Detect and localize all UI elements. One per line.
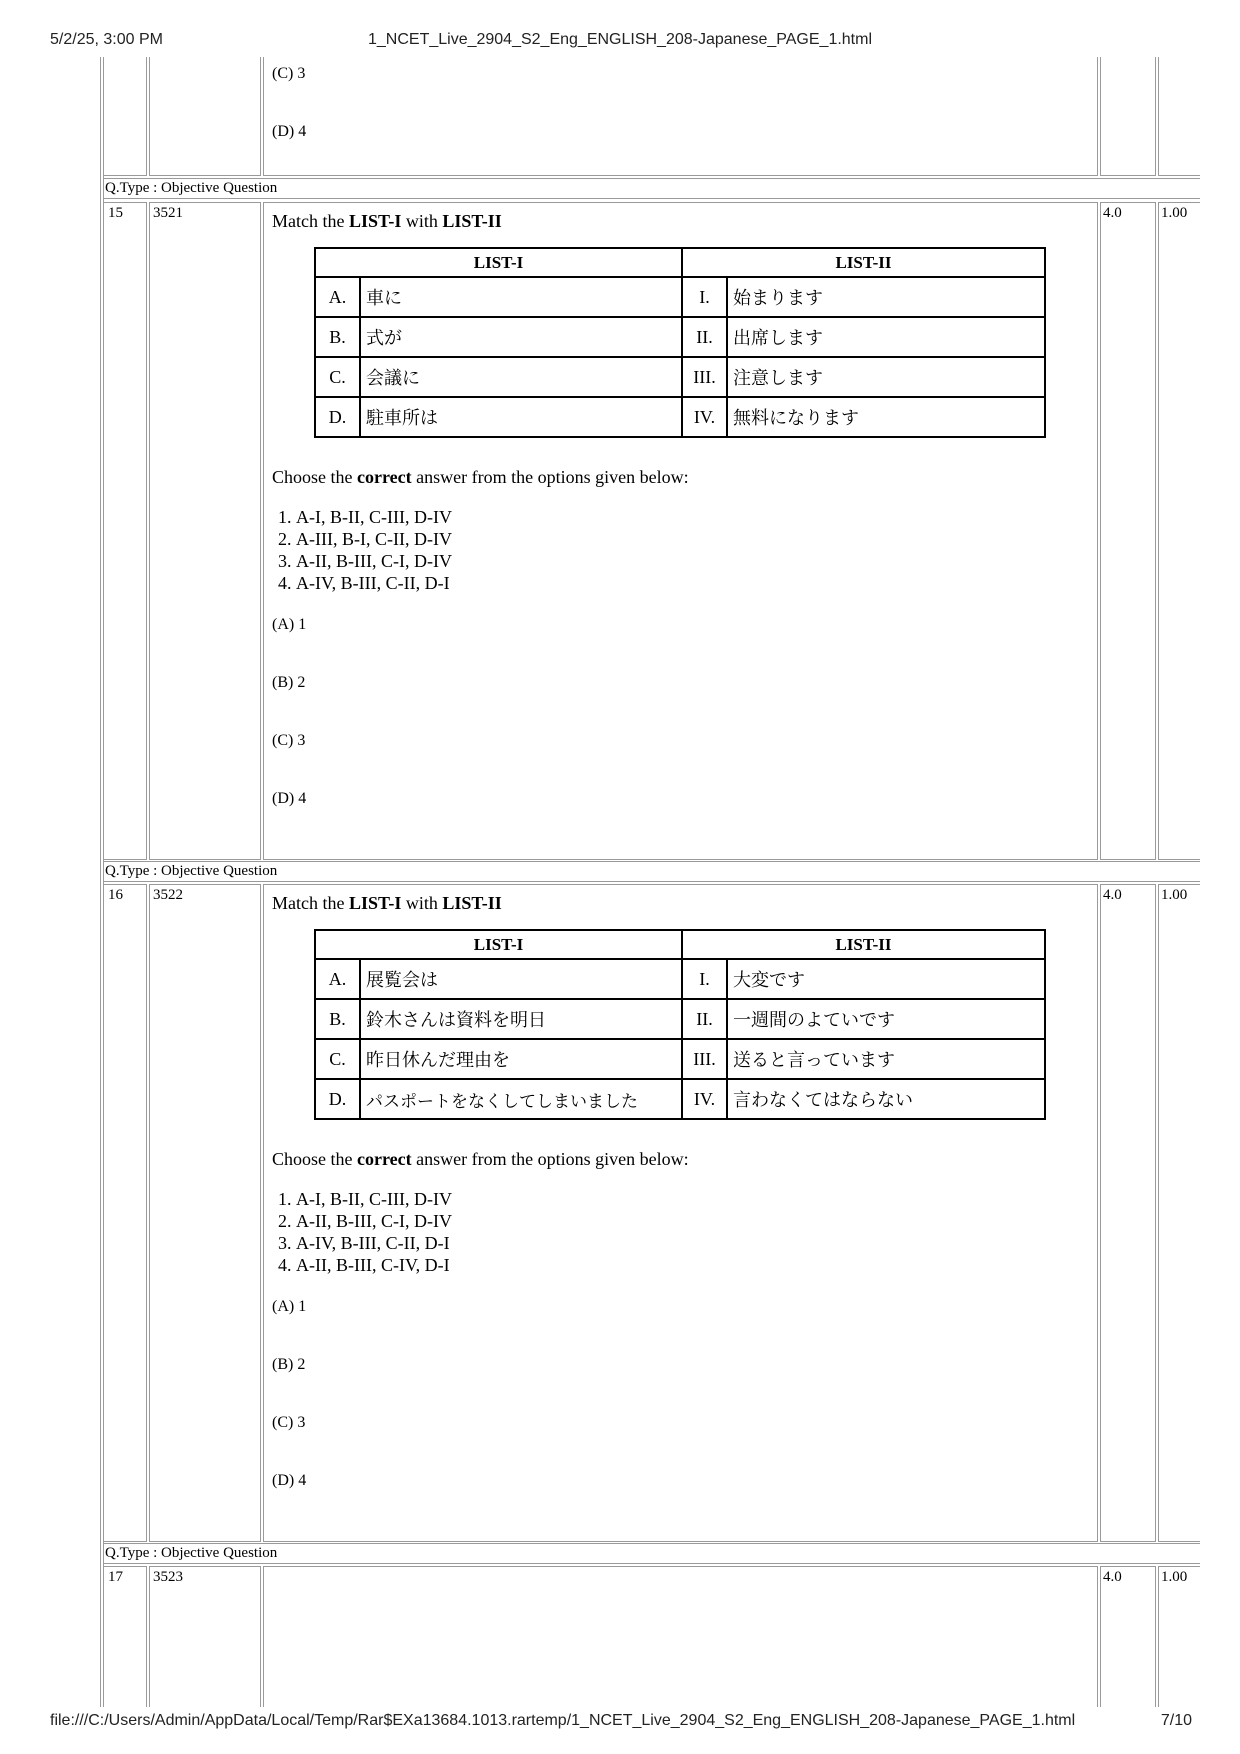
marks-cell [1100,884,1156,1542]
list1-item: 鈴木さんは資料を明日 [360,999,682,1039]
row-label-left: B. [315,999,360,1039]
qtype-label: Q.Type : Objective Question [103,178,1200,199]
list1-item: 展覧会は [360,959,682,999]
answer-combination: 2. A-II, B-III, C-I, D-IV [296,1210,452,1232]
choose-instruction [272,467,689,488]
list1-item: 車に [360,277,682,317]
answer-combination: 1. A-I, B-II, C-III, D-IV [296,506,452,528]
prompt-text: Match the [272,211,349,231]
match-table-row [315,1079,1045,1119]
option-b: (B) 2 [272,674,306,691]
list2-item: 始まります [727,277,1045,317]
print-page-number: 7/10 [1160,1712,1192,1729]
list1-heading: LIST-I [315,248,682,277]
prompt-list2: LIST-II [442,893,502,913]
list2-item: 一週間のよていです [727,999,1045,1039]
choose-instruction [272,1149,689,1170]
row-label-left: C. [315,357,360,397]
row-label-right: II. [682,999,727,1039]
match-table-row [315,1039,1045,1079]
qtype-label: Q.Type : Objective Question [103,861,1200,882]
row-label-left: C. [315,1039,360,1079]
list1-heading: LIST-I [315,930,682,959]
print-page-title: 1_NCET_Live_2904_S2_Eng_ENGLISH_208-Japanese_PAGE_1.html [367,31,873,48]
instruction-bold: correct [357,1149,412,1169]
instruction-text: Choose the [272,1149,357,1169]
answer-combination: 3. A-II, B-III, C-I, D-IV [296,550,452,572]
negative-marks-value: 1.00 [1161,887,1188,903]
row-label-right: IV. [682,397,727,437]
row-label-left: D. [315,1079,360,1119]
match-table-row [315,999,1045,1039]
option-c: (C) 3 [272,65,306,82]
answer-combinations [273,506,452,594]
question-number: 17 [108,1569,123,1585]
list1-item: 会議に [360,357,682,397]
row-label-left: D. [315,397,360,437]
option-a: (A) 1 [272,616,307,633]
instruction-text: answer from the options given below: [411,467,689,487]
list2-item: 言わなくてはならない [727,1079,1045,1119]
negative-marks-value: 1.00 [1161,1569,1188,1585]
match-table-header [315,248,1045,277]
qtype-label: Q.Type : Objective Question [103,1543,1200,1564]
list2-heading: LIST-II [682,248,1045,277]
option-b: (B) 2 [272,1356,306,1373]
answer-combination: 1. A-I, B-II, C-III, D-IV [296,1188,452,1210]
answer-combination: 4. A-II, B-III, C-IV, D-I [296,1254,452,1276]
question-id-cell [149,1566,261,1707]
list2-item: 出席します [727,317,1045,357]
prompt-text: Match the [272,893,349,913]
marks-cell [1100,1566,1156,1707]
question-body-cell [263,202,1098,860]
answer-combinations [273,1188,452,1276]
list2-heading: LIST-II [682,930,1045,959]
print-datetime: 5/2/25, 3:00 PM [50,31,163,48]
question-number-cell [103,1566,147,1707]
question-id: 3523 [153,1569,183,1585]
prompt-text: with [401,893,443,913]
instruction-bold: correct [357,467,412,487]
row-label-right: II. [682,317,727,357]
match-table [314,247,1046,438]
question-paper-frame [100,57,1200,1707]
match-table-row [315,357,1045,397]
answer-combination: 4. A-IV, B-III, C-II, D-I [296,572,452,594]
answer-combination: 2. A-III, B-I, C-II, D-IV [296,528,452,550]
marks-value: 4.0 [1103,1569,1122,1585]
match-table-header [315,930,1045,959]
row-label-right: I. [682,277,727,317]
option-c: (C) 3 [272,1414,306,1431]
question-id-cell [149,884,261,1542]
match-table-row [315,959,1045,999]
row-label-right: IV. [682,1079,727,1119]
match-table-row [315,277,1045,317]
question-prompt [272,211,502,232]
prev-marks-cell [1100,57,1156,176]
match-table [314,929,1046,1120]
prompt-text: with [401,211,443,231]
option-a: (A) 1 [272,1298,307,1315]
marks-value: 4.0 [1103,887,1122,903]
question-prompt [272,893,502,914]
list1-item: パスポートをなくしてしまいました [360,1079,682,1119]
question-number-cell [103,202,147,860]
list1-item: 昨日休んだ理由を [360,1039,682,1079]
row-label-left: B. [315,317,360,357]
row-label-right: III. [682,357,727,397]
list2-item: 大変です [727,959,1045,999]
question-id: 3521 [153,205,183,221]
print-file-url: file:///C:/Users/Admin/AppData/Local/Temp/Rar$EXa13684.1013.rartemp/1_NCET_Live_2904_S2_Eng_ENGLISH_208-Japanese_PAGE_1.html [50,1712,1076,1729]
negative-marks-cell [1158,1566,1200,1707]
question-body-cell [263,884,1098,1542]
list2-item: 無料になります [727,397,1045,437]
match-table-row [315,397,1045,437]
match-table-row [315,317,1045,357]
negative-marks-value: 1.00 [1161,205,1188,221]
prev-number-cell [103,57,147,176]
option-d: (D) 4 [272,1472,307,1489]
negative-marks-cell [1158,884,1200,1542]
question-body-cell [263,1566,1098,1707]
marks-value: 4.0 [1103,205,1122,221]
negative-marks-cell [1158,202,1200,860]
question-number: 15 [108,205,123,221]
answer-combination: 3. A-IV, B-III, C-II, D-I [296,1232,452,1254]
option-c: (C) 3 [272,732,306,749]
marks-cell [1100,202,1156,860]
row-label-left: A. [315,277,360,317]
list1-item: 駐車所は [360,397,682,437]
question-number: 16 [108,887,123,903]
instruction-text: Choose the [272,467,357,487]
row-label-right: III. [682,1039,727,1079]
option-d: (D) 4 [272,123,307,140]
prev-negative-cell [1158,57,1200,176]
prev-question-cell [263,57,1098,176]
question-id-cell [149,202,261,860]
question-id: 3522 [153,887,183,903]
list2-item: 送ると言っています [727,1039,1045,1079]
prompt-list1: LIST-I [348,893,402,913]
list2-item: 注意します [727,357,1045,397]
prompt-list2: LIST-II [442,211,502,231]
prompt-list1: LIST-I [348,211,402,231]
list1-item: 式が [360,317,682,357]
option-d: (D) 4 [272,790,307,807]
row-label-right: I. [682,959,727,999]
row-label-left: A. [315,959,360,999]
question-number-cell [103,884,147,1542]
prev-id-cell [149,57,261,176]
instruction-text: answer from the options given below: [411,1149,689,1169]
